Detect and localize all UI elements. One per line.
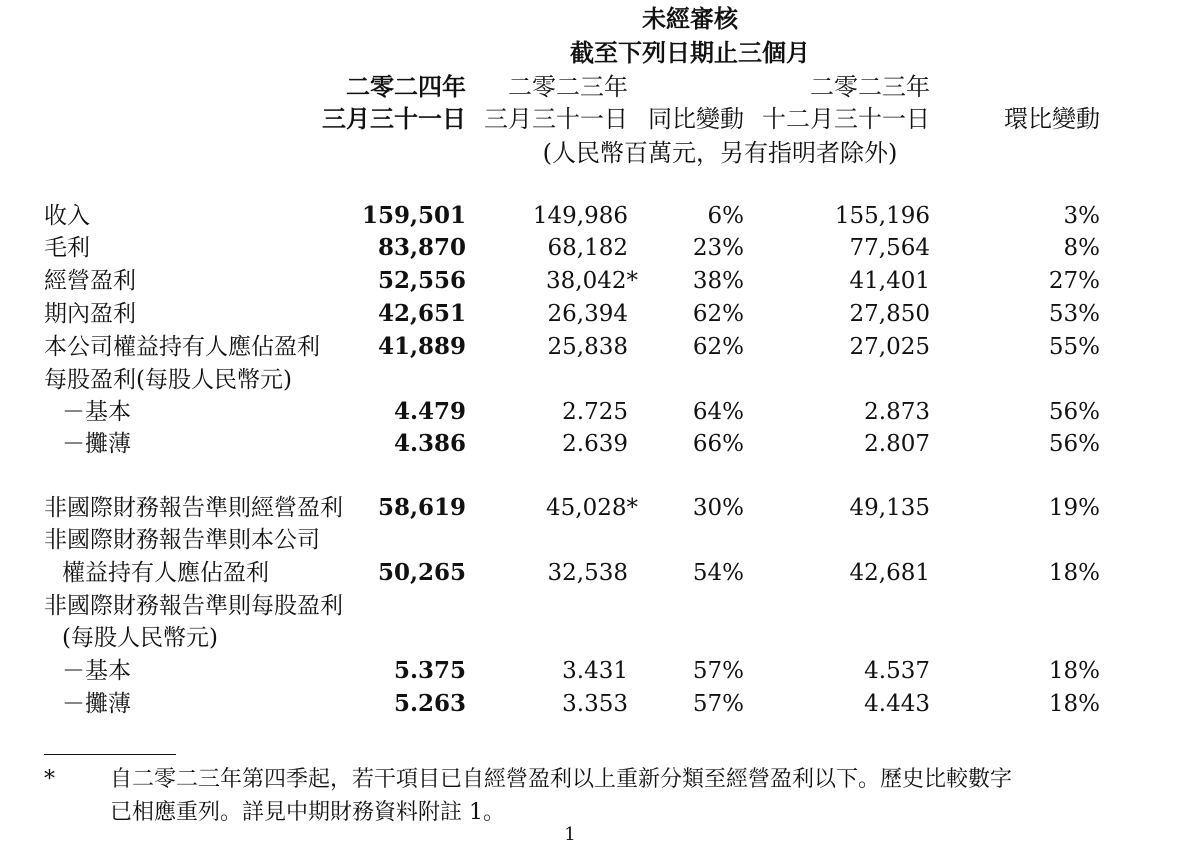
value-2023-q1: 45,028* [546,495,638,521]
row-label: 經營盈利 [44,268,136,294]
qoq-change: 3% [1063,203,1100,229]
yoy-change: 38% [692,268,744,294]
row-label: 權益持有人應佔盈利 [62,560,269,586]
value-2023-q1: 3.353 [562,691,628,717]
value-2023-q4: 77,564 [849,235,930,261]
value-2024-q1: 58,619 [377,494,466,521]
value-2023-q1: 32,538 [547,560,628,586]
table-row [0,557,1185,589]
value-2023-q4: 2.873 [864,399,930,425]
yoy-change: 6% [707,203,744,229]
row-label: 非國際財務報告準則本公司 [44,527,320,553]
table-row [0,655,1185,687]
yoy-change: 64% [692,399,744,425]
value-2023-q4: 155,196 [834,203,930,229]
value-2023-q4: 4.443 [864,691,930,717]
header-period: 截至下列日期止三個月 [570,38,810,67]
qoq-change: 19% [1048,495,1100,521]
value-2023-q1: 2.725 [562,399,628,425]
value-2023-q1: 38,042* [546,268,638,294]
qoq-change: 53% [1048,301,1100,327]
value-2023-q4: 27,850 [849,301,930,327]
yoy-change: 66% [692,431,744,457]
table-row [0,364,1185,396]
row-label: 每股盈利(每股人民幣元) [44,367,292,393]
col3-header: 同比變動 [648,105,744,133]
row-label: 非國際財務報告準則每股盈利 [44,593,343,619]
value-2023-q4: 4.537 [864,658,930,684]
row-label: －基本 [62,658,131,684]
col2-header-year: 二零二三年 [508,73,628,101]
table-row [0,298,1185,330]
qoq-change: 55% [1048,334,1100,360]
row-label: －攤薄 [62,691,131,717]
value-2023-q1: 3.431 [562,658,628,684]
value-2024-q1: 4.386 [393,430,466,457]
value-2024-q1: 159,501 [361,202,466,229]
value-2024-q1: 83,870 [377,234,466,261]
qoq-change: 56% [1048,431,1100,457]
value-2024-q1: 4.479 [393,398,466,425]
value-2023-q4: 42,681 [849,560,930,586]
table-row [0,622,1185,654]
qoq-change: 18% [1048,658,1100,684]
value-2023-q4: 49,135 [849,495,930,521]
footnote-line-1: 自二零二三年第四季起，若干項目已自經營盈利以上重新分類至經營盈利以下。歷史比較數字 [110,767,1013,792]
row-label: －攤薄 [62,431,131,457]
table-row [0,524,1185,556]
table-row [0,232,1185,264]
yoy-change: 62% [692,334,744,360]
value-2023-q1: 26,394 [547,301,628,327]
value-2024-q1: 50,265 [377,559,466,586]
col4-header-date: 十二月三十一日 [762,105,930,133]
col5-header: 環比變動 [1004,105,1100,133]
row-label: 本公司權益持有人應佔盈利 [44,334,320,360]
page-number: 1 [564,824,576,845]
footnote-divider [44,754,176,755]
table-row [0,688,1185,720]
qoq-change: 8% [1063,235,1100,261]
col4-header-year: 二零二三年 [810,73,930,101]
qoq-change: 56% [1048,399,1100,425]
table-row [0,265,1185,297]
value-2024-q1: 5.375 [393,657,466,684]
qoq-change: 18% [1048,560,1100,586]
table-row [0,200,1185,232]
yoy-change: 54% [692,560,744,586]
yoy-change: 23% [692,235,744,261]
value-2024-q1: 42,651 [377,300,466,327]
value-2024-q1: 41,889 [377,333,466,360]
qoq-change: 27% [1048,268,1100,294]
yoy-change: 57% [692,691,744,717]
value-2023-q4: 41,401 [849,268,930,294]
value-2023-q4: 2.807 [864,431,930,457]
col1-header-year: 二零二四年 [346,72,466,101]
table-row [0,492,1185,524]
table-row [0,428,1185,460]
footnote-marker: * [44,767,55,792]
col2-header-date: 三月三十一日 [484,105,628,133]
row-label: 毛利 [44,235,90,261]
qoq-change: 18% [1048,691,1100,717]
row-label: 收入 [44,203,90,229]
table-row [0,331,1185,363]
footnote-line-2: 已相應重列。詳見中期財務資料附註 1。 [110,800,505,825]
value-2023-q1: 25,838 [547,334,628,360]
yoy-change: 30% [692,495,744,521]
row-label: －基本 [62,399,131,425]
value-2024-q1: 52,556 [377,267,466,294]
col1-header-date: 三月三十一日 [322,104,466,133]
yoy-change: 57% [692,658,744,684]
row-label: 期內盈利 [44,301,136,327]
value-2024-q1: 5.263 [393,690,466,717]
row-label: 非國際財務報告準則經營盈利 [44,495,343,521]
table-row [0,396,1185,428]
row-label: (每股人民幣元) [62,625,218,651]
value-2023-q1: 68,182 [547,235,628,261]
value-2023-q1: 149,986 [532,203,628,229]
header-unaudited: 未經審核 [642,4,738,33]
table-row [0,590,1185,622]
yoy-change: 62% [692,301,744,327]
value-2023-q1: 2.639 [562,431,628,457]
value-2023-q4: 27,025 [849,334,930,360]
unit-note: (人民幣百萬元，另有指明者除外) [542,139,898,167]
